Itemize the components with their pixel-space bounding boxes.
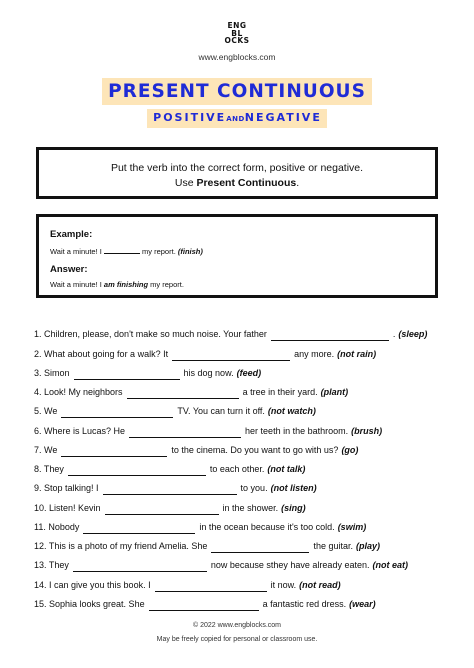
- instructions-box: [36, 147, 438, 199]
- verb-hint: (not rain): [337, 348, 377, 359]
- item-text: 9. Stop talking! I: [34, 483, 99, 494]
- example-label: Example:: [50, 229, 93, 240]
- list-item: [34, 572, 454, 591]
- subtitle-negative: NEGATIVE: [244, 111, 322, 124]
- list-item: [34, 534, 454, 553]
- logo-line: BL: [231, 28, 243, 38]
- instructions-suffix: .: [296, 177, 300, 189]
- item-text: to you.: [240, 483, 268, 494]
- item-text: 2. What about going for a walk? It: [34, 348, 169, 359]
- answer-blank[interactable]: [83, 523, 195, 534]
- list-item: [34, 322, 454, 341]
- verb-hint: (feed): [236, 367, 262, 378]
- item-text: 11. Nobody: [34, 521, 80, 532]
- answer-blank[interactable]: [211, 542, 309, 553]
- answer-blank[interactable]: [103, 484, 237, 495]
- page-title: PRESENT CONTINUOUS: [102, 78, 372, 105]
- subtitle-positive: POSITIVE: [153, 111, 227, 124]
- item-text: 10. Listen! Kevin: [34, 502, 101, 513]
- item-text: .: [392, 329, 396, 340]
- item-text: in the ocean because it's too cold.: [199, 521, 335, 532]
- engblocks-logo: [224, 22, 250, 45]
- item-text: 7. We: [34, 444, 58, 455]
- verb-hint: (sing): [281, 502, 306, 513]
- list-item: [34, 399, 454, 418]
- instructions-tense: Present Continuous: [196, 177, 297, 189]
- example-hint: (finish): [177, 247, 203, 256]
- verb-hint: (swim): [337, 521, 367, 532]
- answer-sentence: [50, 280, 435, 290]
- item-text: her teeth in the bathroom.: [245, 425, 349, 436]
- answer-verb: am finishing: [103, 280, 149, 289]
- answer-blank[interactable]: [61, 407, 173, 418]
- verb-hint: (play): [355, 541, 380, 551]
- instructions-prefix: Use: [174, 177, 197, 189]
- subtitle-and: AND: [226, 115, 245, 123]
- list-item: [34, 495, 454, 514]
- item-text: 1. Children, please, don't make so much noise. Your father: [34, 329, 267, 340]
- item-text: in the shower.: [222, 502, 279, 513]
- item-text: a fantastic red dress.: [262, 598, 347, 609]
- item-text: the guitar.: [313, 541, 353, 551]
- verb-hint: (wear): [349, 598, 376, 609]
- answer-blank[interactable]: [172, 350, 290, 361]
- verb-hint: (not watch): [267, 406, 316, 417]
- item-text: 6. Where is Lucas? He: [34, 425, 126, 436]
- list-item: [34, 361, 454, 380]
- item-text: 5. We: [34, 406, 58, 417]
- answer-blank[interactable]: [68, 465, 206, 476]
- verb-hint: (brush): [351, 425, 383, 436]
- answer-blank[interactable]: [73, 561, 207, 572]
- list-item: [34, 592, 454, 611]
- verb-hint: (plant): [320, 387, 349, 397]
- verb-hint: (sleep): [398, 329, 428, 340]
- item-text: 12. This is a photo of my friend Amelia. She: [34, 541, 208, 551]
- list-item: [34, 476, 454, 495]
- verb-hint: (go): [341, 444, 359, 455]
- example-box: [36, 214, 438, 298]
- instructions-line2: [39, 176, 435, 191]
- subtitle: [0, 108, 474, 128]
- item-text: any more.: [294, 348, 335, 359]
- item-text: to each other.: [209, 464, 265, 474]
- list-item: [34, 515, 454, 534]
- footer-copyright: © 2022 www.engblocks.com: [192, 622, 282, 629]
- footer-license: May be freely copied for personal or classroom use.: [156, 636, 318, 643]
- logo-line: ENG: [227, 21, 247, 30]
- instructions-line1: Put the verb into the correct form, positive or negative.: [110, 162, 364, 174]
- answer-blank[interactable]: [271, 330, 389, 341]
- list-item: [34, 341, 454, 360]
- item-text: 13. They: [34, 560, 69, 571]
- list-item: [34, 380, 454, 399]
- answer-text-a: Wait a minute! I: [50, 280, 104, 289]
- item-text: 4. Look! My neighbors: [34, 387, 123, 397]
- item-text: 3. Simon: [34, 367, 70, 378]
- item-text: 14. I can give you this book. I: [34, 579, 151, 590]
- item-text: it now.: [270, 579, 297, 590]
- example-blank: [104, 245, 140, 254]
- item-text: to the cinema. Do you want to go with us?: [171, 444, 339, 455]
- item-text: 15. Sophia looks great. She: [34, 598, 145, 609]
- answer-blank[interactable]: [105, 504, 219, 515]
- list-item: [34, 457, 454, 476]
- answer-blank[interactable]: [127, 388, 239, 399]
- answer-blank[interactable]: [74, 369, 180, 380]
- example-text-a: Wait a minute! I: [50, 247, 102, 256]
- list-item: [34, 418, 454, 437]
- site-url[interactable]: www.engblocks.com: [198, 52, 276, 62]
- item-text: a tree in their yard.: [242, 387, 318, 397]
- item-text: his dog now.: [183, 367, 234, 378]
- answer-label: Answer:: [50, 264, 88, 275]
- answer-blank[interactable]: [61, 446, 167, 457]
- list-item: [34, 438, 454, 457]
- answer-text-b: my report.: [148, 280, 184, 289]
- exercise-list: [34, 322, 454, 611]
- item-text: now because sthey have already eaten.: [210, 560, 370, 571]
- answer-blank[interactable]: [155, 581, 267, 592]
- verb-hint: (not listen): [270, 483, 317, 494]
- answer-blank[interactable]: [149, 600, 259, 611]
- answer-blank[interactable]: [129, 427, 241, 438]
- item-text: 8. They: [34, 464, 64, 474]
- verb-hint: (not read): [299, 579, 341, 590]
- list-item: [34, 553, 454, 572]
- verb-hint: (not talk): [267, 464, 306, 474]
- verb-hint: (not eat): [372, 560, 408, 571]
- example-text-b: my report.: [142, 247, 176, 256]
- item-text: TV. You can turn it off.: [177, 406, 265, 417]
- example-sentence: [50, 245, 435, 257]
- logo-line: OCKS: [224, 36, 250, 45]
